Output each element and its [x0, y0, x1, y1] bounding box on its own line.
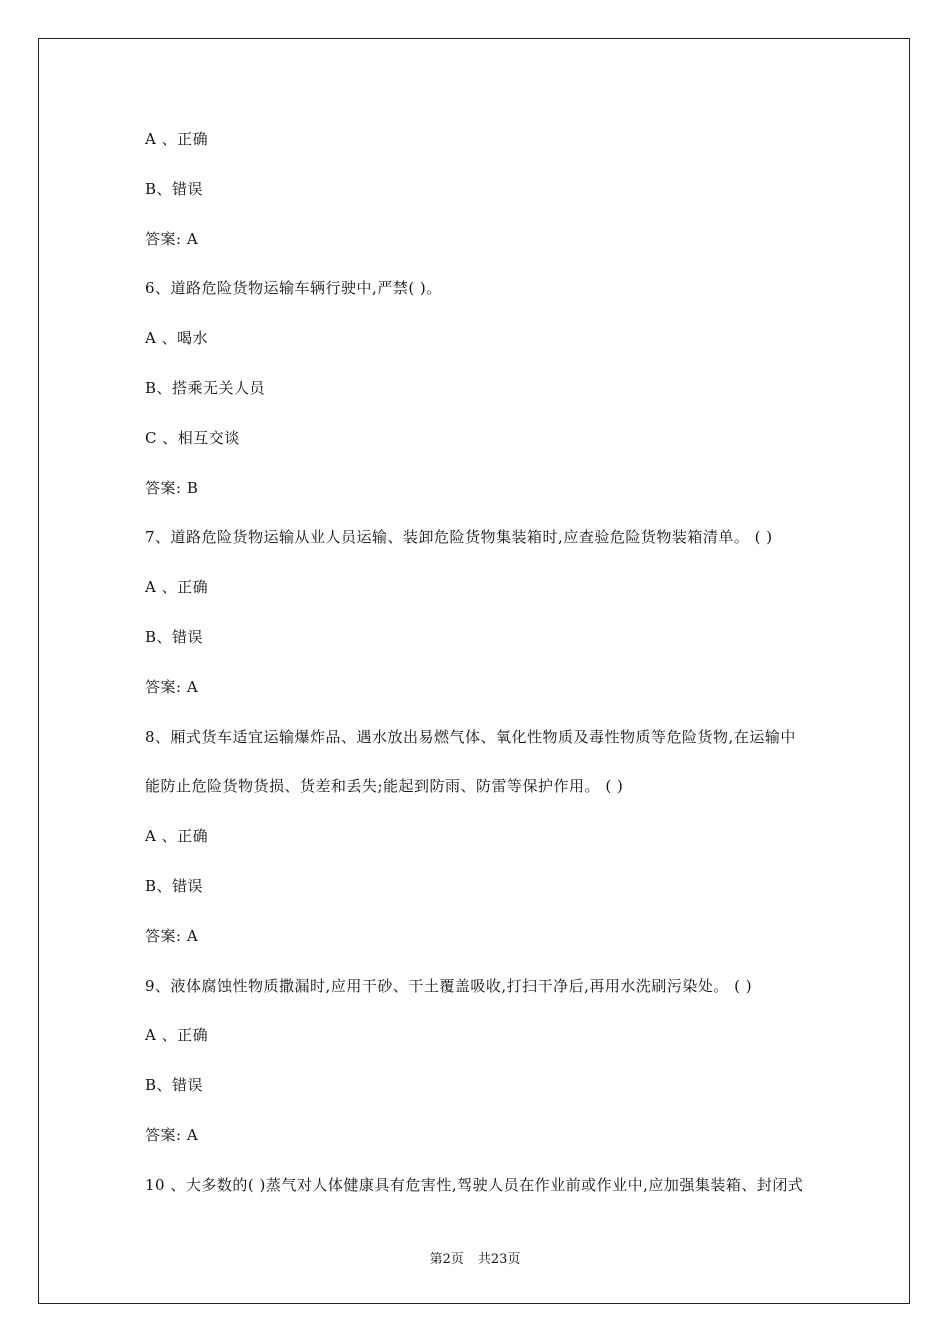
page-footer — [0, 1248, 950, 1267]
question-10: 10 、大多数的( )蒸气对人体健康具有危害性,驾驶人员在作业前或作业中,应加强集装箱、封闭式 — [145, 1175, 804, 1194]
option-b-line: B、错误 — [145, 1076, 204, 1095]
page-total: 共23页 — [477, 1252, 521, 1267]
answer-line: 答案: A — [145, 926, 199, 945]
answer-line: 答案: A — [145, 677, 199, 696]
question-8-part-1: 8、厢式货车适宜运输爆炸品、遇水放出易燃气体、氧化性物质及毒性物质等危险货物,在运输中 — [145, 727, 796, 746]
option-a-line: A 、正确 — [145, 1026, 209, 1045]
answer-line: 答案: A — [145, 1125, 199, 1144]
question-8-part-2: 能防止危险货物货损、货差和丢失;能起到防雨、防雷等保护作用。 ( ) — [145, 777, 624, 796]
option-a-line: A 、正确 — [145, 578, 209, 597]
page-number: 第2页 — [429, 1252, 464, 1267]
question-7: 7、道路危险货物运输从业人员运输、装卸危险货物集装箱时,应查验危险货物装箱清单。 ( ) — [145, 528, 773, 547]
question-6: 6、道路危险货物运输车辆行驶中,严禁( )。 — [145, 279, 442, 298]
document-body — [145, 125, 825, 1221]
option-c-line: C 、相互交谈 — [145, 428, 240, 447]
answer-line: 答案: B — [145, 478, 199, 497]
option-a-line: A 、正确 — [145, 130, 209, 148]
answer-line: 答案: A — [145, 229, 199, 248]
question-9: 9、液体腐蚀性物质撒漏时,应用干砂、干土覆盖吸收,打扫干净后,再用水洗刷污染处。 ( ) — [145, 976, 753, 995]
option-b-line: B、错误 — [145, 179, 204, 198]
option-b-line: B、搭乘无关人员 — [145, 378, 266, 397]
option-b-line: B、错误 — [145, 876, 204, 895]
option-a-line: A 、正确 — [145, 827, 209, 846]
option-b-line: B、错误 — [145, 627, 204, 646]
option-a-line: A 、喝水 — [145, 329, 209, 348]
